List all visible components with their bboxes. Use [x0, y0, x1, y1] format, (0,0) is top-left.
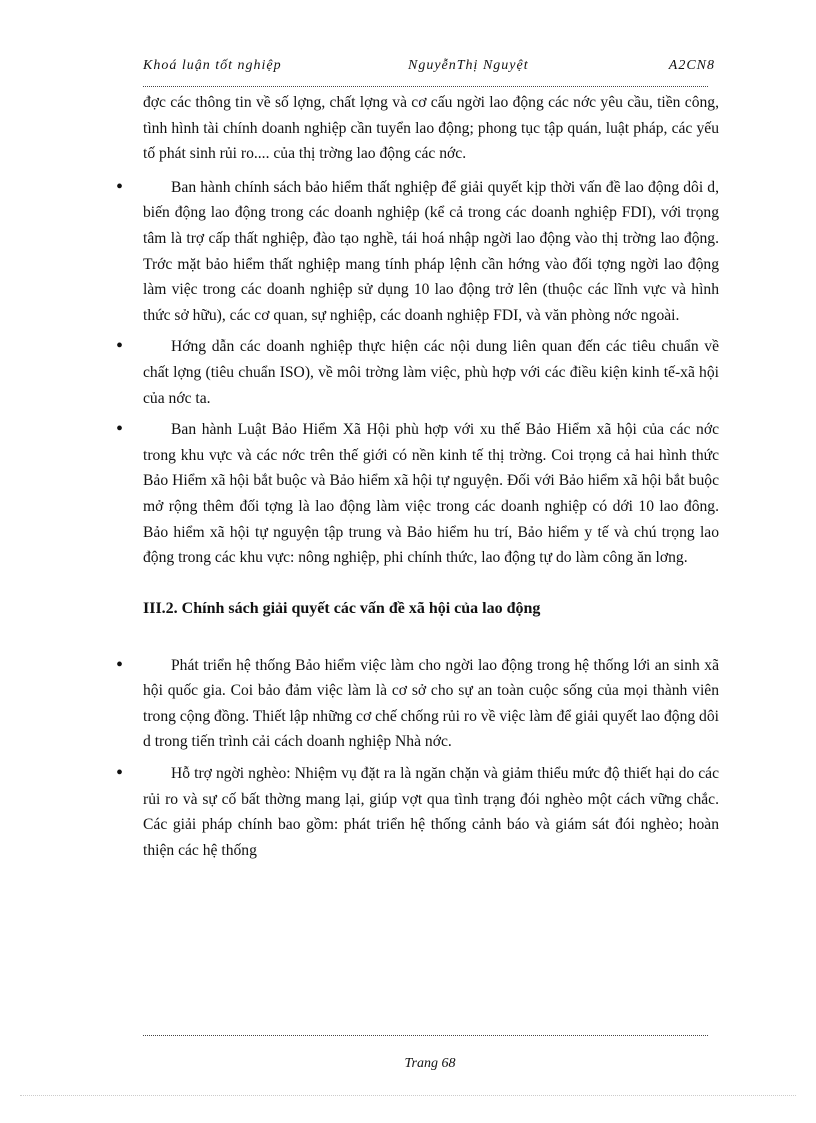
- page-edge-line: [20, 1095, 796, 1096]
- bullet-icon: •: [116, 335, 124, 358]
- bullet-icon: •: [116, 762, 124, 785]
- bullet-text: Hớng dẫn các doanh nghiệp thực hiện các nội dung liên quan đến các tiêu chuẩn về chất lợng (tiêu chuẩn ISO), về môi trờng làm việc, phù hợp với các điều kiện kinh tế-xã hội của nớc ta.: [143, 338, 719, 407]
- section-heading: III.2. Chính sách giải quyết các vấn đề xã hội của lao động: [143, 599, 541, 617]
- header-rule: [143, 86, 708, 87]
- bullet-item: [116, 761, 719, 863]
- bullet-text: Phát triển hệ thống Bảo hiểm việc làm cho ngời lao động trong hệ thống lới an sinh xã hội quốc gia. Coi bảo đảm việc làm là cơ sở cho sự an toàn cuộc sống của mọi thành viên trong cộng đồng. Thiết lập những cơ chế chống rủi ro về việc làm để giải quyết lao động dôi d trong tiến trình cải cách doanh nghiệp Nhà nớc.: [143, 656, 719, 751]
- bullet-icon: •: [116, 653, 124, 676]
- bullet-item: [116, 417, 719, 571]
- bullet-text: Ban hành Luật Bảo Hiểm Xã Hội phù hợp với xu thế Bảo Hiểm xã hội của các nớc trong khu vực và các nớc trên thế giới có nền kinh tế thị trờng. Coi trọng cả hai hình thức Bảo Hiểm xã hội bắt buộc và Bảo hiểm xã hội tự nguyện. Đối với Bảo hiểm xã hội bắt buộc mở rộng thêm đối tợng là lao động làm việc trong các doanh nghiệp có dới 10 lao đông. Bảo hiểm xã hội tự nguyện tập trung và Bảo hiểm hu trí, Bảo hiểm y tế và chú trọng lao động trong các khu vực: nông nghiệp, phi chính thức, lao động tự do làm công ăn lơng.: [143, 421, 719, 567]
- footer-rule: [143, 1035, 708, 1036]
- continuation-paragraph: đợc các thông tin về số lợng, chất lợng và cơ cấu ngời lao động các nớc yêu cầu, tiền công, tình hình tài chính doanh nghiệp cần tuyển lao động; phong tục tập quán, luật pháp, các yếu tố phát sinh rủi ro.... của thị trờng lao động các nớc.: [143, 94, 719, 163]
- page-header: [143, 58, 715, 78]
- header-right: A2CN8: [668, 58, 715, 73]
- page-number: Trang 68: [404, 1056, 456, 1071]
- bullet-item: [116, 653, 719, 755]
- page-body: [116, 90, 719, 869]
- bullet-item: [116, 175, 719, 329]
- bullet-text: Hỗ trợ ngời nghèo: Nhiệm vụ đặt ra là ngăn chặn và giảm thiểu mức độ thiết hại do các rủi ro và sự cố bất thờng mang lại, giúp vợt qua tình trạng đói nghèo một cách vững chắc. Các giải pháp chính bao gồm: phát triển hệ thống cảnh báo và giám sát đói nghèo; hoàn thiện các hệ thống: [143, 765, 719, 859]
- header-left: Khoá luận tốt nghiệp: [143, 58, 282, 73]
- header-author: NguyễnThị Nguyệt: [408, 58, 529, 73]
- bullet-item: [116, 334, 719, 411]
- bullet-icon: •: [116, 418, 124, 441]
- bullet-text: Ban hành chính sách bảo hiểm thất nghiệp để giải quyết kịp thời vấn đề lao động dôi d, biến động lao động trong các doanh nghiệp (kể cả trong các doanh nghiệp FDI), với trọng tâm là trợ cấp thất nghiệp, đào tạo nghề, tái hoá nhập ngời lao động vào thị trờng lao động. Trớc mặt bảo hiểm thất nghiệp mang tính pháp lệnh cần hớng vào đối tợng ngời lao động làm việc trong các doanh nghiệp sử dụng 10 lao động trở lên (thuộc các lĩnh vực và hình thức sở hữu), các cơ quan, sự nghiệp, các doanh nghiệp FDI, và văn phòng nớc ngoài.: [143, 178, 719, 324]
- bullet-icon: •: [116, 175, 124, 198]
